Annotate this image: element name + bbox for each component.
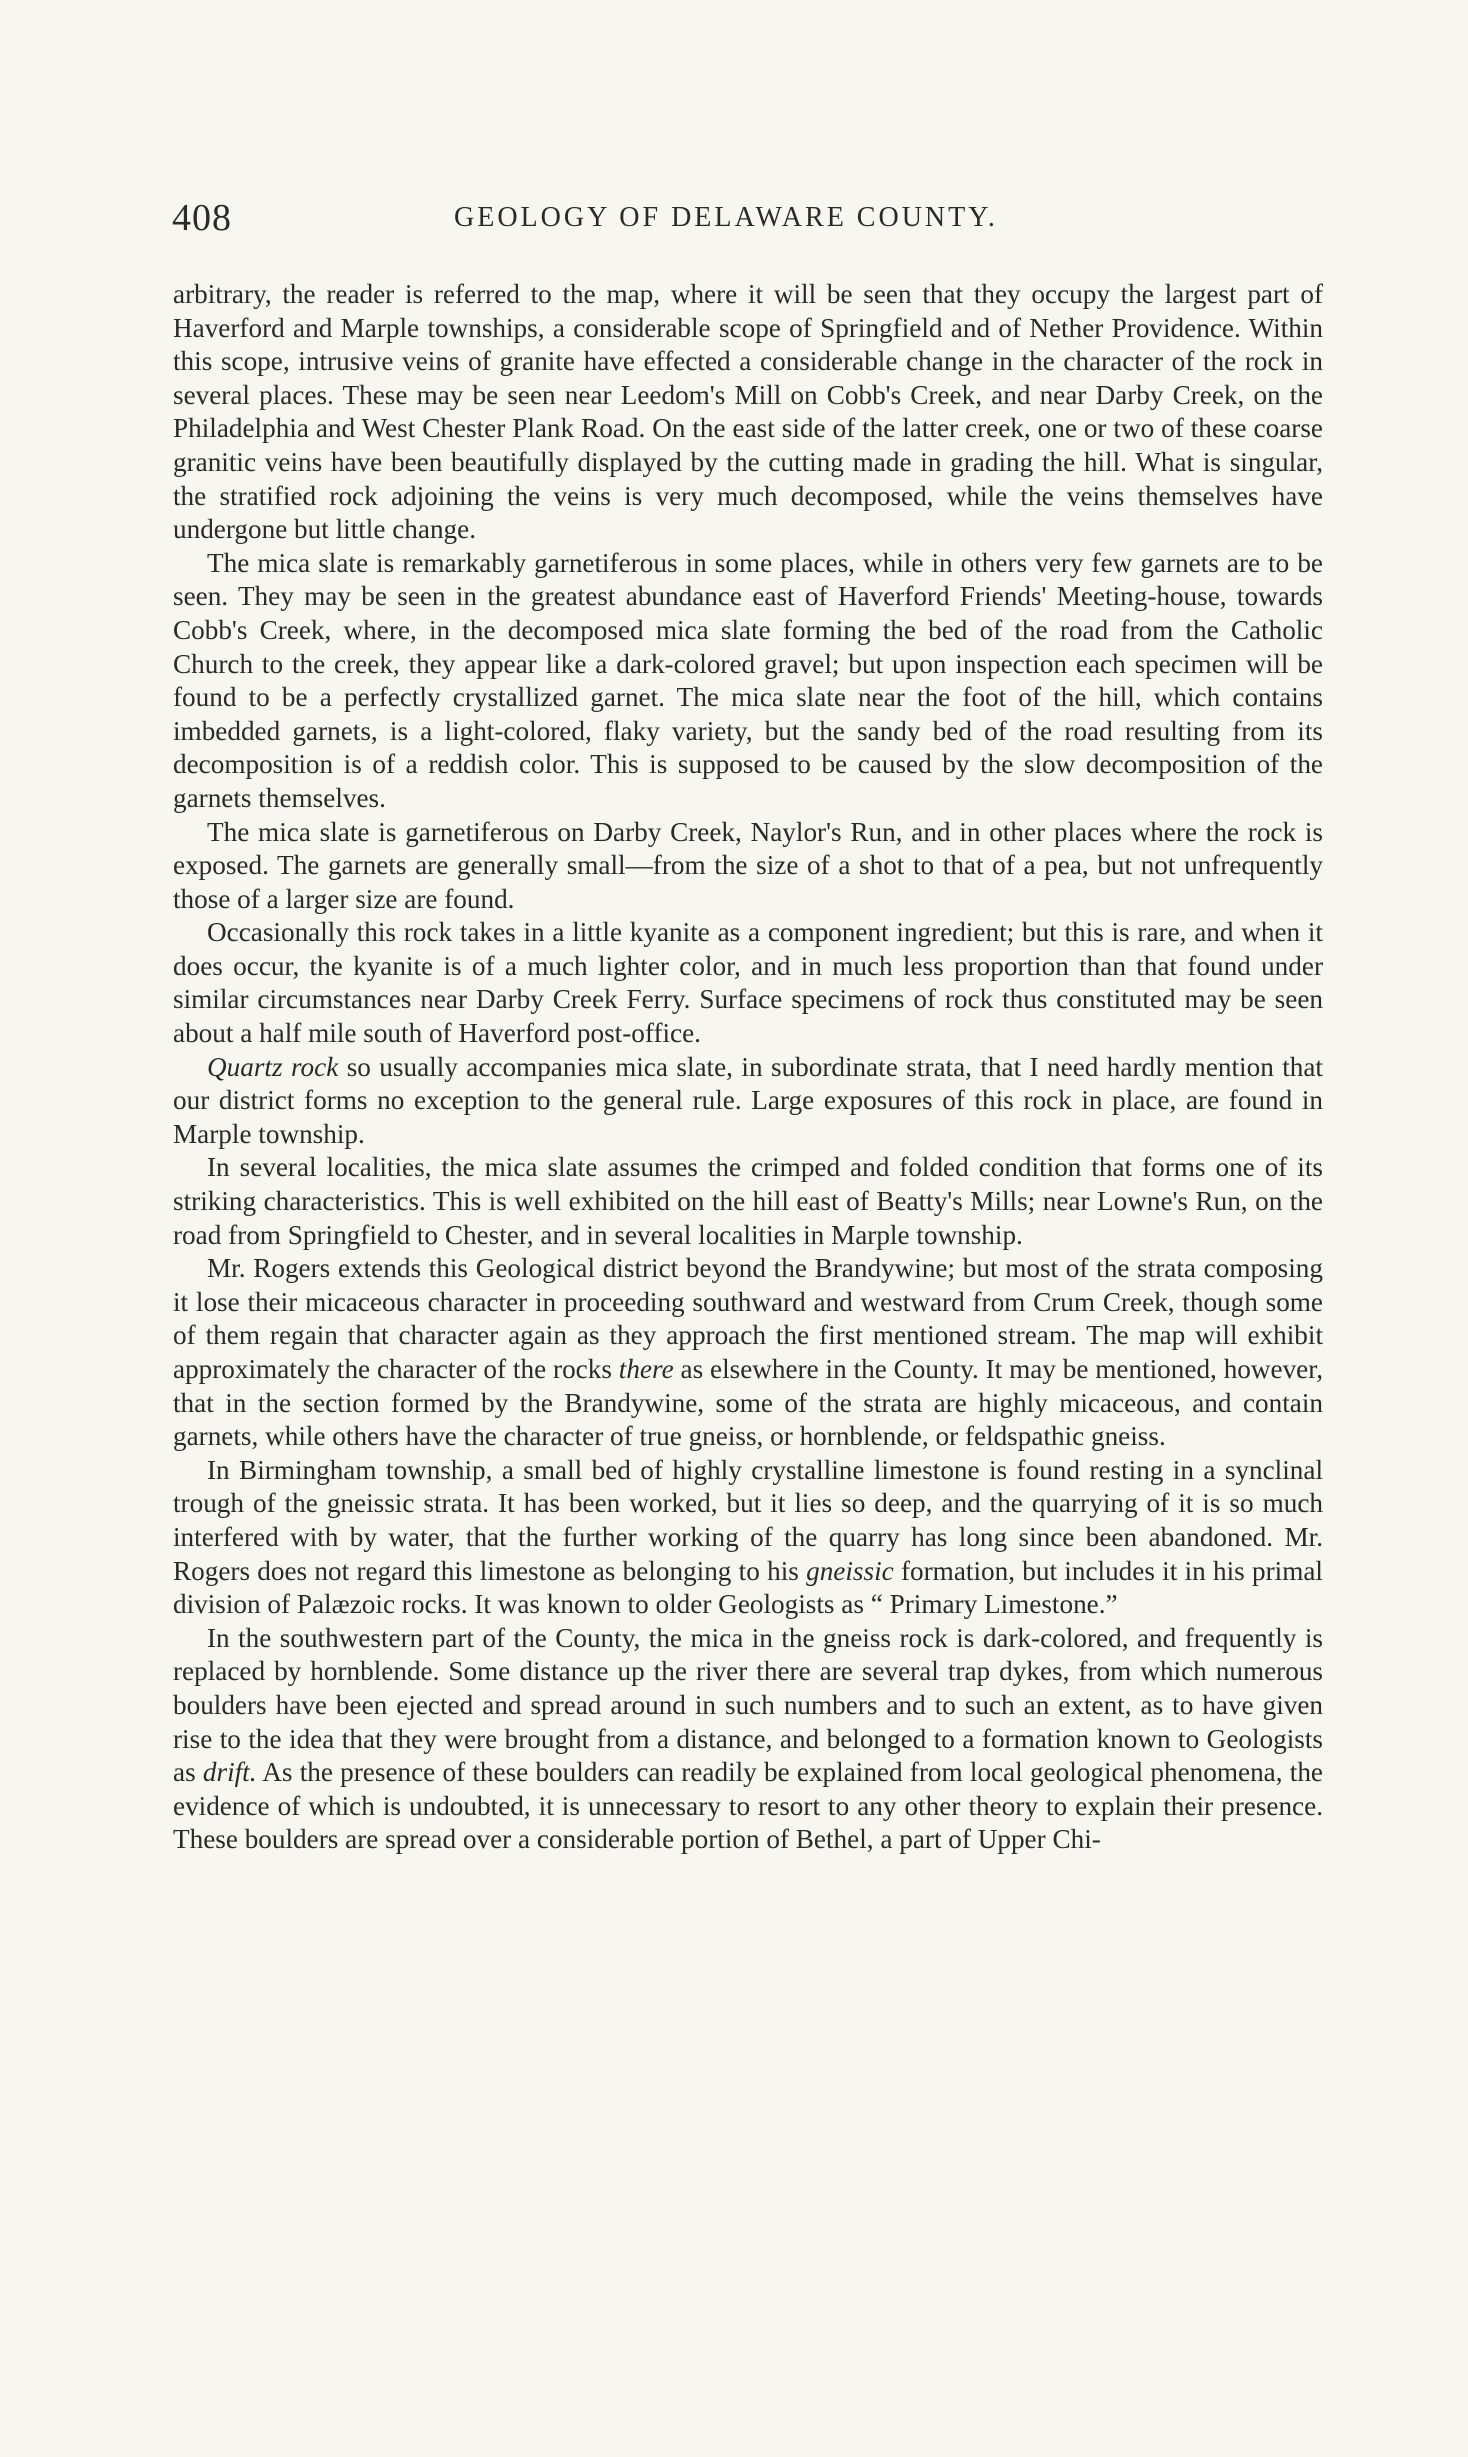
italic-term: there [618, 1354, 674, 1384]
italic-term: gneissic [806, 1555, 894, 1586]
paragraph-1 [173, 278, 1323, 547]
paragraph-text: In several localities, the mica slate assumes the crimped and folded condition that forms one of its striking characteristics. This is well exhibited on the hill east of Beatty's Mills; near Lowne's Run, on the road from Springfield to Chester, and in several localities in Marple township. [173, 1152, 1323, 1250]
paragraph-text: In Birmingham township, a small bed of highly crystalline limestone is found resting in a synclinal trough of the gneissic strata. It has been worked, but it lies so deep, and the quarrying of it is so much interfered with by water, that the further working of the quarry has long since been abandoned. Mr. Rogers does not regard this limestone as belonging to his [173, 1454, 1323, 1586]
paragraph-text: formation, but includes it in his primal division of Palæzoic rocks. It was known to older Geologists as “ Primary Limestone.” [173, 1555, 1323, 1620]
paragraph-8 [173, 1454, 1323, 1622]
paragraph-5 [173, 1051, 1323, 1152]
paragraph-4 [173, 916, 1323, 1050]
paragraph-text: The mica slate is remarkably garnetiferous in some places, while in others very few garnets are to be seen. They may be seen in the greatest abundance east of Haverford Friends' Meeting-house, towards Cobb's Creek, where, in the decomposed mica slate forming the bed of the road from the Catholic Church to the creek, they appear like a dark-colored gravel; but upon inspection each specimen will be found to be a perfectly crystallized garnet. The mica slate near the foot of the hill, which contains imbedded garnets, is a light-colored, flaky variety, but the sandy bed of the road resulting from its decomposition is of a reddish color. This is supposed to be caused by the slow decomposition of the garnets themselves. [173, 547, 1323, 813]
paragraph-text: In the southwestern part of the County, the mica in the gneiss rock is dark-colored, and frequently is replaced by hornblende. Some distance up the river there are several trap dykes, from which numerous boulders have been ejected and spread around in such numbers and to such an extent, as to have given rise to the idea that they were brought from a distance, and belonged to a formation known to Geologists as [173, 1622, 1323, 1788]
paragraph-6 [173, 1151, 1323, 1252]
paragraph-9 [173, 1622, 1323, 1857]
paragraph-2 [173, 547, 1323, 816]
paragraph-text: Occasionally this rock takes in a little kyanite as a component ingredient; but this is rare, and when it does occur, the kyanite is of a much lighter color, and in much less proportion than that found under similar circumstances near Darby Creek Ferry. Surface specimens of rock thus constituted may be seen about a half mile south of Haverford post-office. [173, 917, 1323, 1049]
paragraph-text: The mica slate is garnetiferous on Darby Creek, Naylor's Run, and in other places where the rock is exposed. The garnets are generally small—from the size of a shot to that of a pea, but not unfrequently those of a larger size are found. [173, 816, 1323, 914]
paragraph-text: arbitrary, the reader is referred to the map, where it will be seen that they occupy the largest part of Haverford and Marple townships, a considerable scope of Springfield and of Nether Providence. Within this scope, intrusive veins of granite have effected a considerable change in the character of the rock in several places. These may be seen near Leedom's Mill on Cobb's Creek, and near Darby Creek, on the Philadelphia and West Chester Plank Road. On the east side of the latter creek, one or two of these coarse granitic veins have been beautifully displayed by the cutting made in grading the hill. What is singular, the stratified rock adjoining the veins is very much decomposed, while the veins themselves have undergone but little change. [173, 279, 1323, 545]
italic-term: Quartz rock [207, 1051, 339, 1082]
body-text [173, 278, 1323, 1857]
paragraph-text: As the presence of these boulders can readily be explained from local geological phenomena, the evidence of which is undoubted, it is unnecessary to resort to any other theory to explain their presence. These boulders are spread over a considerable portion of Bethel, a part of Upper Chi- [173, 1757, 1323, 1855]
paragraph-text: as elsewhere in the County. It may be mentioned, however, that in the section formed by the Brandywine, some of the strata are highly micaceous, and contain garnets, while others have the character of true gneiss, or hornblende, or feldspathic gneiss. [173, 1354, 1324, 1452]
paragraph-text: so usually accompanies mica slate, in subordinate strata, that I need hardly mention that our district forms no exception to the general rule. Large exposures of this rock in place, are found in Marple township. [173, 1051, 1323, 1149]
page-number: 408 [172, 197, 232, 239]
paragraph-text: Mr. Rogers extends this Geological district beyond the Brandywine; but most of the strata composing it lose their micaceous character in proceeding southward and westward from Crum Creek, though some of them regain that character again as they approach the first mentioned stream. The map will exhibit approximately the character of the rocks [173, 1253, 1323, 1384]
paragraph-3 [173, 816, 1323, 917]
paragraph-7 [173, 1252, 1323, 1454]
running-title: GEOLOGY OF DELAWARE COUNTY. [454, 202, 998, 233]
page-header [172, 196, 1322, 246]
italic-term: drift. [202, 1757, 257, 1788]
